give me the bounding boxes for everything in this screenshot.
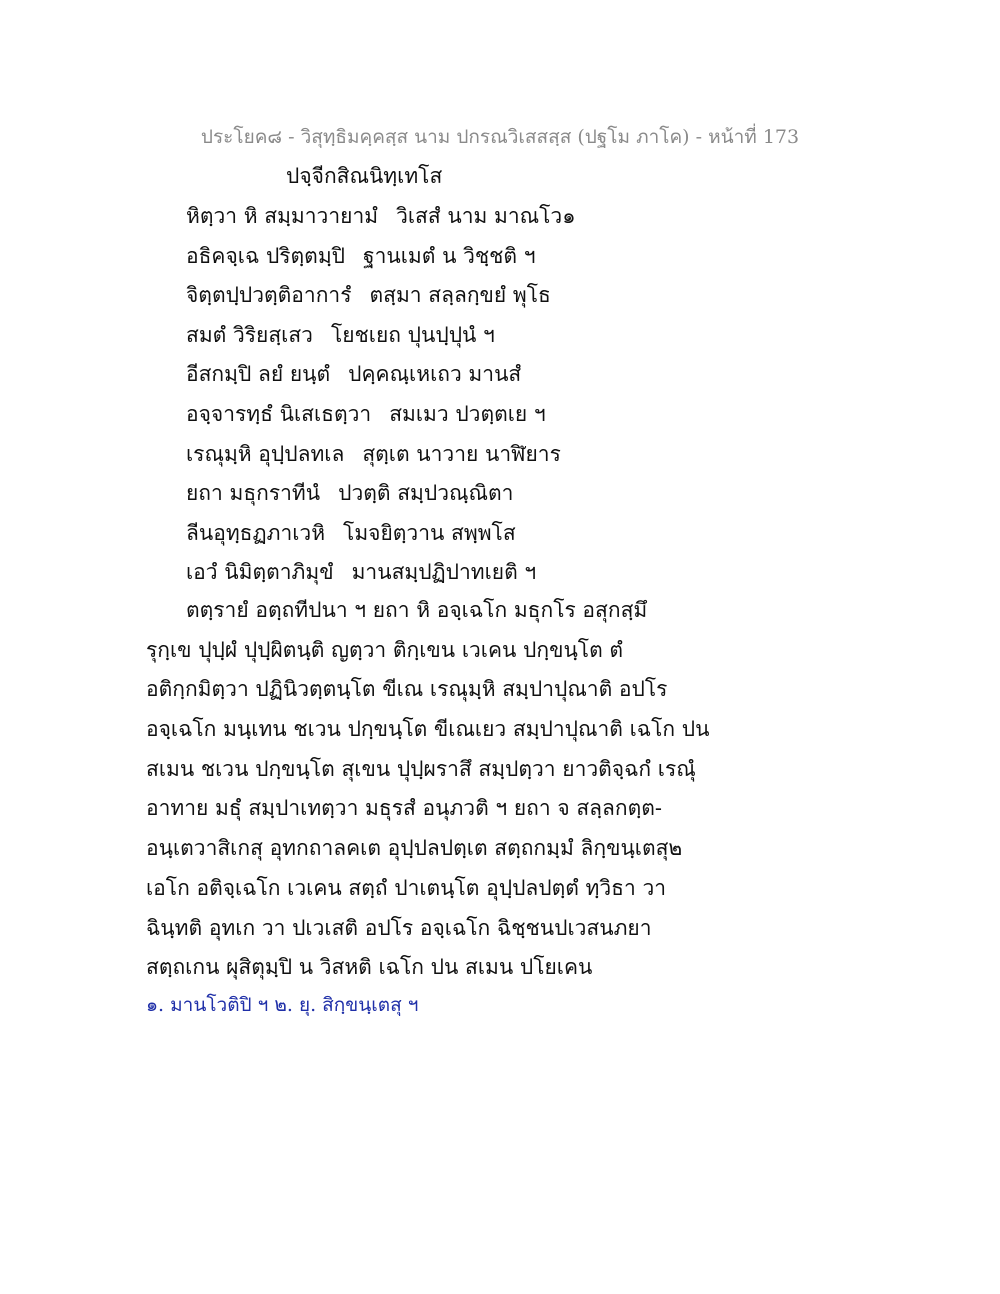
verse-first-half: เอวํ นิมิตฺตาภิมุขํ xyxy=(186,560,334,585)
verse-block xyxy=(186,197,576,593)
footnote: ๑. มานโวติปิ ฯ ๒. ยุ. สิกฺขนฺเตสุ ฯ xyxy=(146,994,419,1016)
verse-first-half: ยถา มธุกราทีนํ xyxy=(186,481,321,506)
verse-second-half: ปคฺคณฺเหเถว มานสํ xyxy=(348,362,522,387)
verse-first-half: เรณุมฺหิ อุปฺปลทเล xyxy=(186,441,345,466)
prose-line: สตฺถเกน ผุสิตุมฺปิ น วิสหติ เฉโก ปน สเมน ปโยเคน xyxy=(146,955,593,980)
prose-line: อาทาย มธุํ สมฺปาเทตฺวา มธุรสํ อนุภวติ ฯ ยถา จ สลฺลกตฺต- xyxy=(146,796,662,821)
verse-line xyxy=(186,474,576,514)
verse-line xyxy=(186,316,576,356)
verse-line xyxy=(186,197,576,237)
section-title: ปจฺจีกสิณนิทฺเทโส xyxy=(286,164,443,188)
verse-first-half: อธิคจฺเฉ ปริตฺตมฺปิ xyxy=(186,243,345,268)
prose-line: อจฺเฉโก มนฺเทน ชเวน ปกฺขนฺโต ขีเณเยว สมฺปาปุณาติ เฉโก ปน xyxy=(146,717,710,742)
verse-first-half: สมตํ วิริยสฺเสว xyxy=(186,322,313,347)
verse-second-half: มานสมฺปฏิปาทเยติ ฯ xyxy=(351,560,537,585)
prose-block xyxy=(146,591,710,988)
verse-second-half: ตสฺมา สลฺลกฺขยํ พุโธ xyxy=(369,283,551,308)
verse-first-half: ลีนอุทฺธฏภาเวหิ xyxy=(186,520,326,545)
verse-line xyxy=(186,435,576,475)
verse-second-half: ปวตฺติ สมฺปวณฺณิตา xyxy=(338,481,514,506)
verse-line xyxy=(186,514,576,554)
verse-second-half: วิเสสํ นาม มาณโว๑ xyxy=(396,204,576,228)
verse-second-half: โยชเยถ ปุนปฺปุนํ ฯ xyxy=(330,322,495,347)
verse-second-half: สุตฺเต นาวาย นาฬิยาร xyxy=(362,441,561,466)
prose-line: เอโก อติจฺเฉโก เวเคน สตฺถํ ปาเตนฺโต อุปฺปลปตฺตํ ทฺวิธา วา xyxy=(146,875,667,900)
verse-line xyxy=(186,553,576,593)
verse-line xyxy=(186,237,576,277)
prose-line: รุกฺเข ปุปฺผํ ปุปฺผิตนฺติ ญตฺวา ติกฺเขน เวเคน ปกฺขนฺโต ตํ xyxy=(146,637,624,662)
verse-first-half: อจฺจารทฺธํ นิเสเธตฺวา xyxy=(186,401,372,426)
verse-second-half: โมจยิตฺวาน สพฺพโส xyxy=(343,520,516,545)
prose-line: ฉินฺทติ อุทเก วา ปเวเสติ อปโร อจฺเฉโก ฉิชฺชนปเวสนภยา xyxy=(146,915,652,940)
verse-second-half: สมเมว ปวตฺตเย ฯ xyxy=(389,401,546,426)
prose-line: อนฺเตวาสิเกสุ อุทกถาลคเต อุปฺปลปตฺเต สตฺถกมฺมํ ลิกฺขนฺเตสุ๒ xyxy=(146,836,683,861)
page-header: ประโยค๘ - วิสุทฺธิมคฺคสฺส นาม ปกรณวิเสสสฺส (ปฐโม ภาโค) - หน้าที่ 173 xyxy=(200,126,800,148)
verse-line xyxy=(186,276,576,316)
verse-first-half: อีสกมฺปิ ลยํ ยนฺตํ xyxy=(186,362,331,387)
verse-first-half: จิตฺตปฺปวตฺติอาการํ xyxy=(186,283,352,308)
prose-line: ตตฺรายํ อตฺถทีปนา ฯ ยถา หิ อจฺเฉโก มธุกโร อสุกสฺมึ xyxy=(186,598,648,622)
prose-line: สเมน ชเวน ปกฺขนฺโต สุเขน ปุปฺผราสึ สมฺปตฺวา ยาวติจฺฉกํ เรณุํ xyxy=(146,756,696,781)
verse-line xyxy=(186,355,576,395)
verse-first-half: หิตฺวา หิ สมฺมาวายามํ xyxy=(186,204,379,228)
prose-line: อติกฺกมิตฺวา ปฏินิวตฺตนฺโต ขีเณ เรณุมฺหิ สมฺปาปุณาติ อปโร xyxy=(146,677,668,702)
verse-line xyxy=(186,395,576,435)
verse-second-half: ฐานเมตํ น วิชฺชติ ฯ xyxy=(363,243,536,268)
